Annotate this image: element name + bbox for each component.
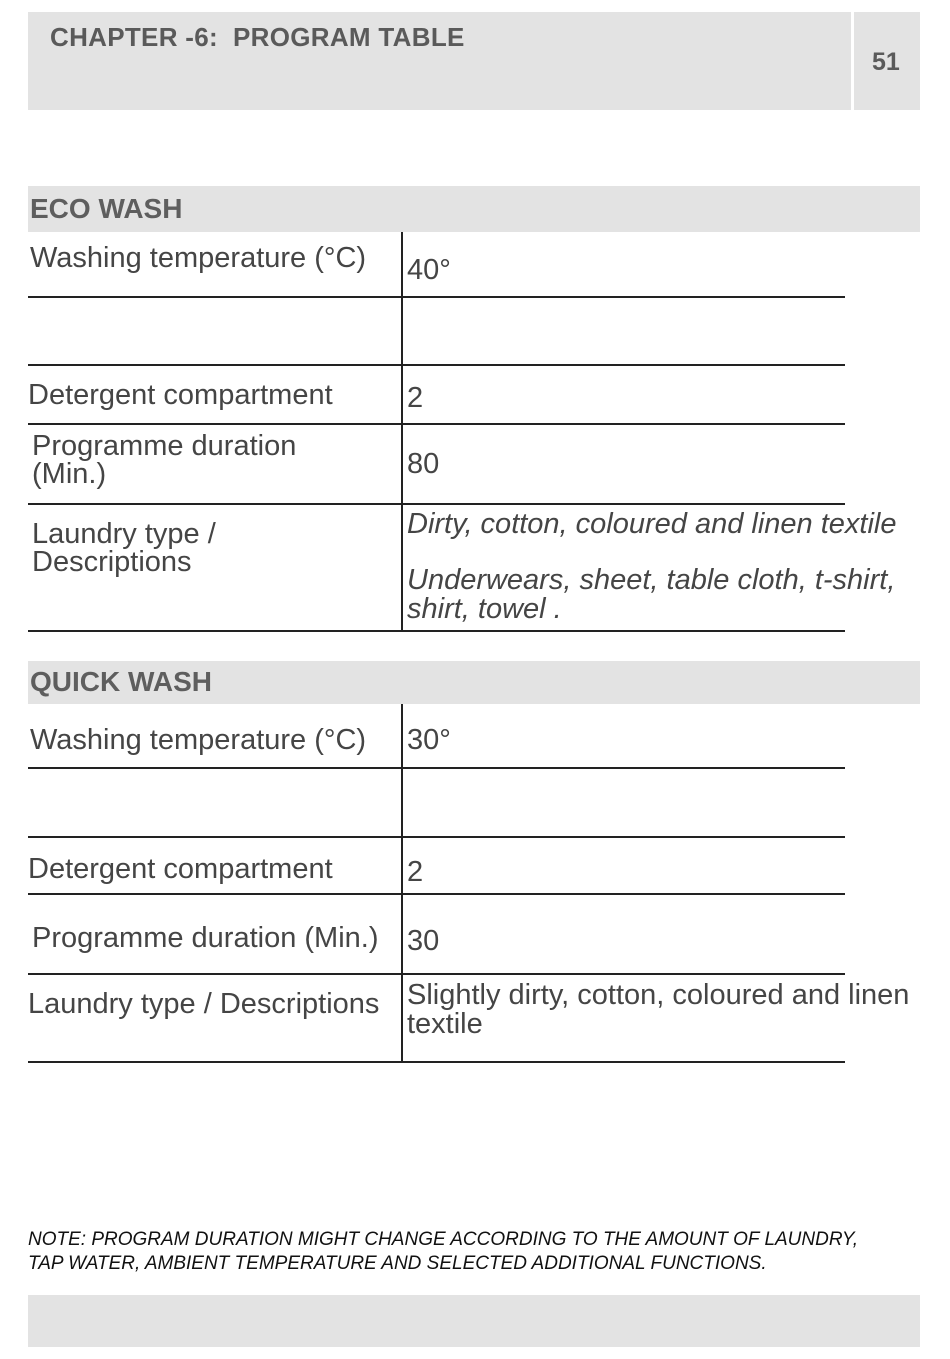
quick-detergent-value: 2 xyxy=(407,856,424,888)
eco-wash-title: ECO WASH xyxy=(30,193,183,224)
eco-wash-column-divider xyxy=(401,232,403,631)
table-rule xyxy=(28,364,845,366)
quick-laundry-description-line1: Slightly dirty, cotton, coloured and linen xyxy=(407,979,910,1011)
quick-laundry-description-line2: textile xyxy=(407,1008,483,1040)
table-rule xyxy=(28,423,845,425)
eco-temp-value: 40° xyxy=(407,254,451,286)
page-number: 51 xyxy=(872,48,900,76)
quick-laundry-label: Laundry type / Descriptions xyxy=(28,988,380,1020)
eco-detergent-label: Detergent compartment xyxy=(28,379,333,411)
header-divider xyxy=(851,12,854,110)
table-rule xyxy=(28,893,845,895)
chapter-title: CHAPTER -6: PROGRAM TABLE xyxy=(50,22,465,52)
eco-duration-label-line1: Programme duration xyxy=(32,430,297,462)
table-rule xyxy=(28,296,845,298)
quick-detergent-label: Detergent compartment xyxy=(28,853,333,885)
table-rule xyxy=(28,630,845,632)
eco-laundry-description-2-line1: Underwears, sheet, table cloth, t-shirt, xyxy=(407,564,896,596)
footer-bar xyxy=(28,1295,920,1347)
eco-laundry-label-line2: Descriptions xyxy=(32,546,192,578)
table-rule xyxy=(28,503,845,505)
quick-duration-label: Programme duration (Min.) xyxy=(32,922,379,954)
table-rule xyxy=(28,1061,845,1063)
eco-detergent-value: 2 xyxy=(407,382,424,414)
eco-laundry-description-2-line2: shirt, towel . xyxy=(407,593,562,625)
eco-laundry-description-1: Dirty, cotton, coloured and linen textile xyxy=(407,508,897,540)
quick-temp-label: Washing temperature (°C) xyxy=(30,724,367,756)
eco-duration-label-line2: (Min.) xyxy=(32,458,107,490)
quick-temp-value: 30° xyxy=(407,724,451,756)
eco-laundry-label-line1: Laundry type / xyxy=(32,518,216,550)
table-rule xyxy=(28,973,845,975)
quick-wash-column-divider xyxy=(401,704,403,1062)
quick-duration-value: 30 xyxy=(407,925,440,957)
table-rule xyxy=(28,767,845,769)
eco-temp-label: Washing temperature (°C) xyxy=(30,242,367,274)
program-duration-note: NOTE: PROGRAM DURATION MIGHT CHANGE ACCORDING TO THE AMOUNT OF LAUNDRY, TAP WATER, AMBIENT TEMPERATURE AND SELECTED ADDITIONAL FUNCTIONS. xyxy=(28,1229,859,1274)
table-rule xyxy=(28,836,845,838)
eco-duration-value: 80 xyxy=(407,448,440,480)
quick-wash-title: QUICK WASH xyxy=(30,666,212,697)
